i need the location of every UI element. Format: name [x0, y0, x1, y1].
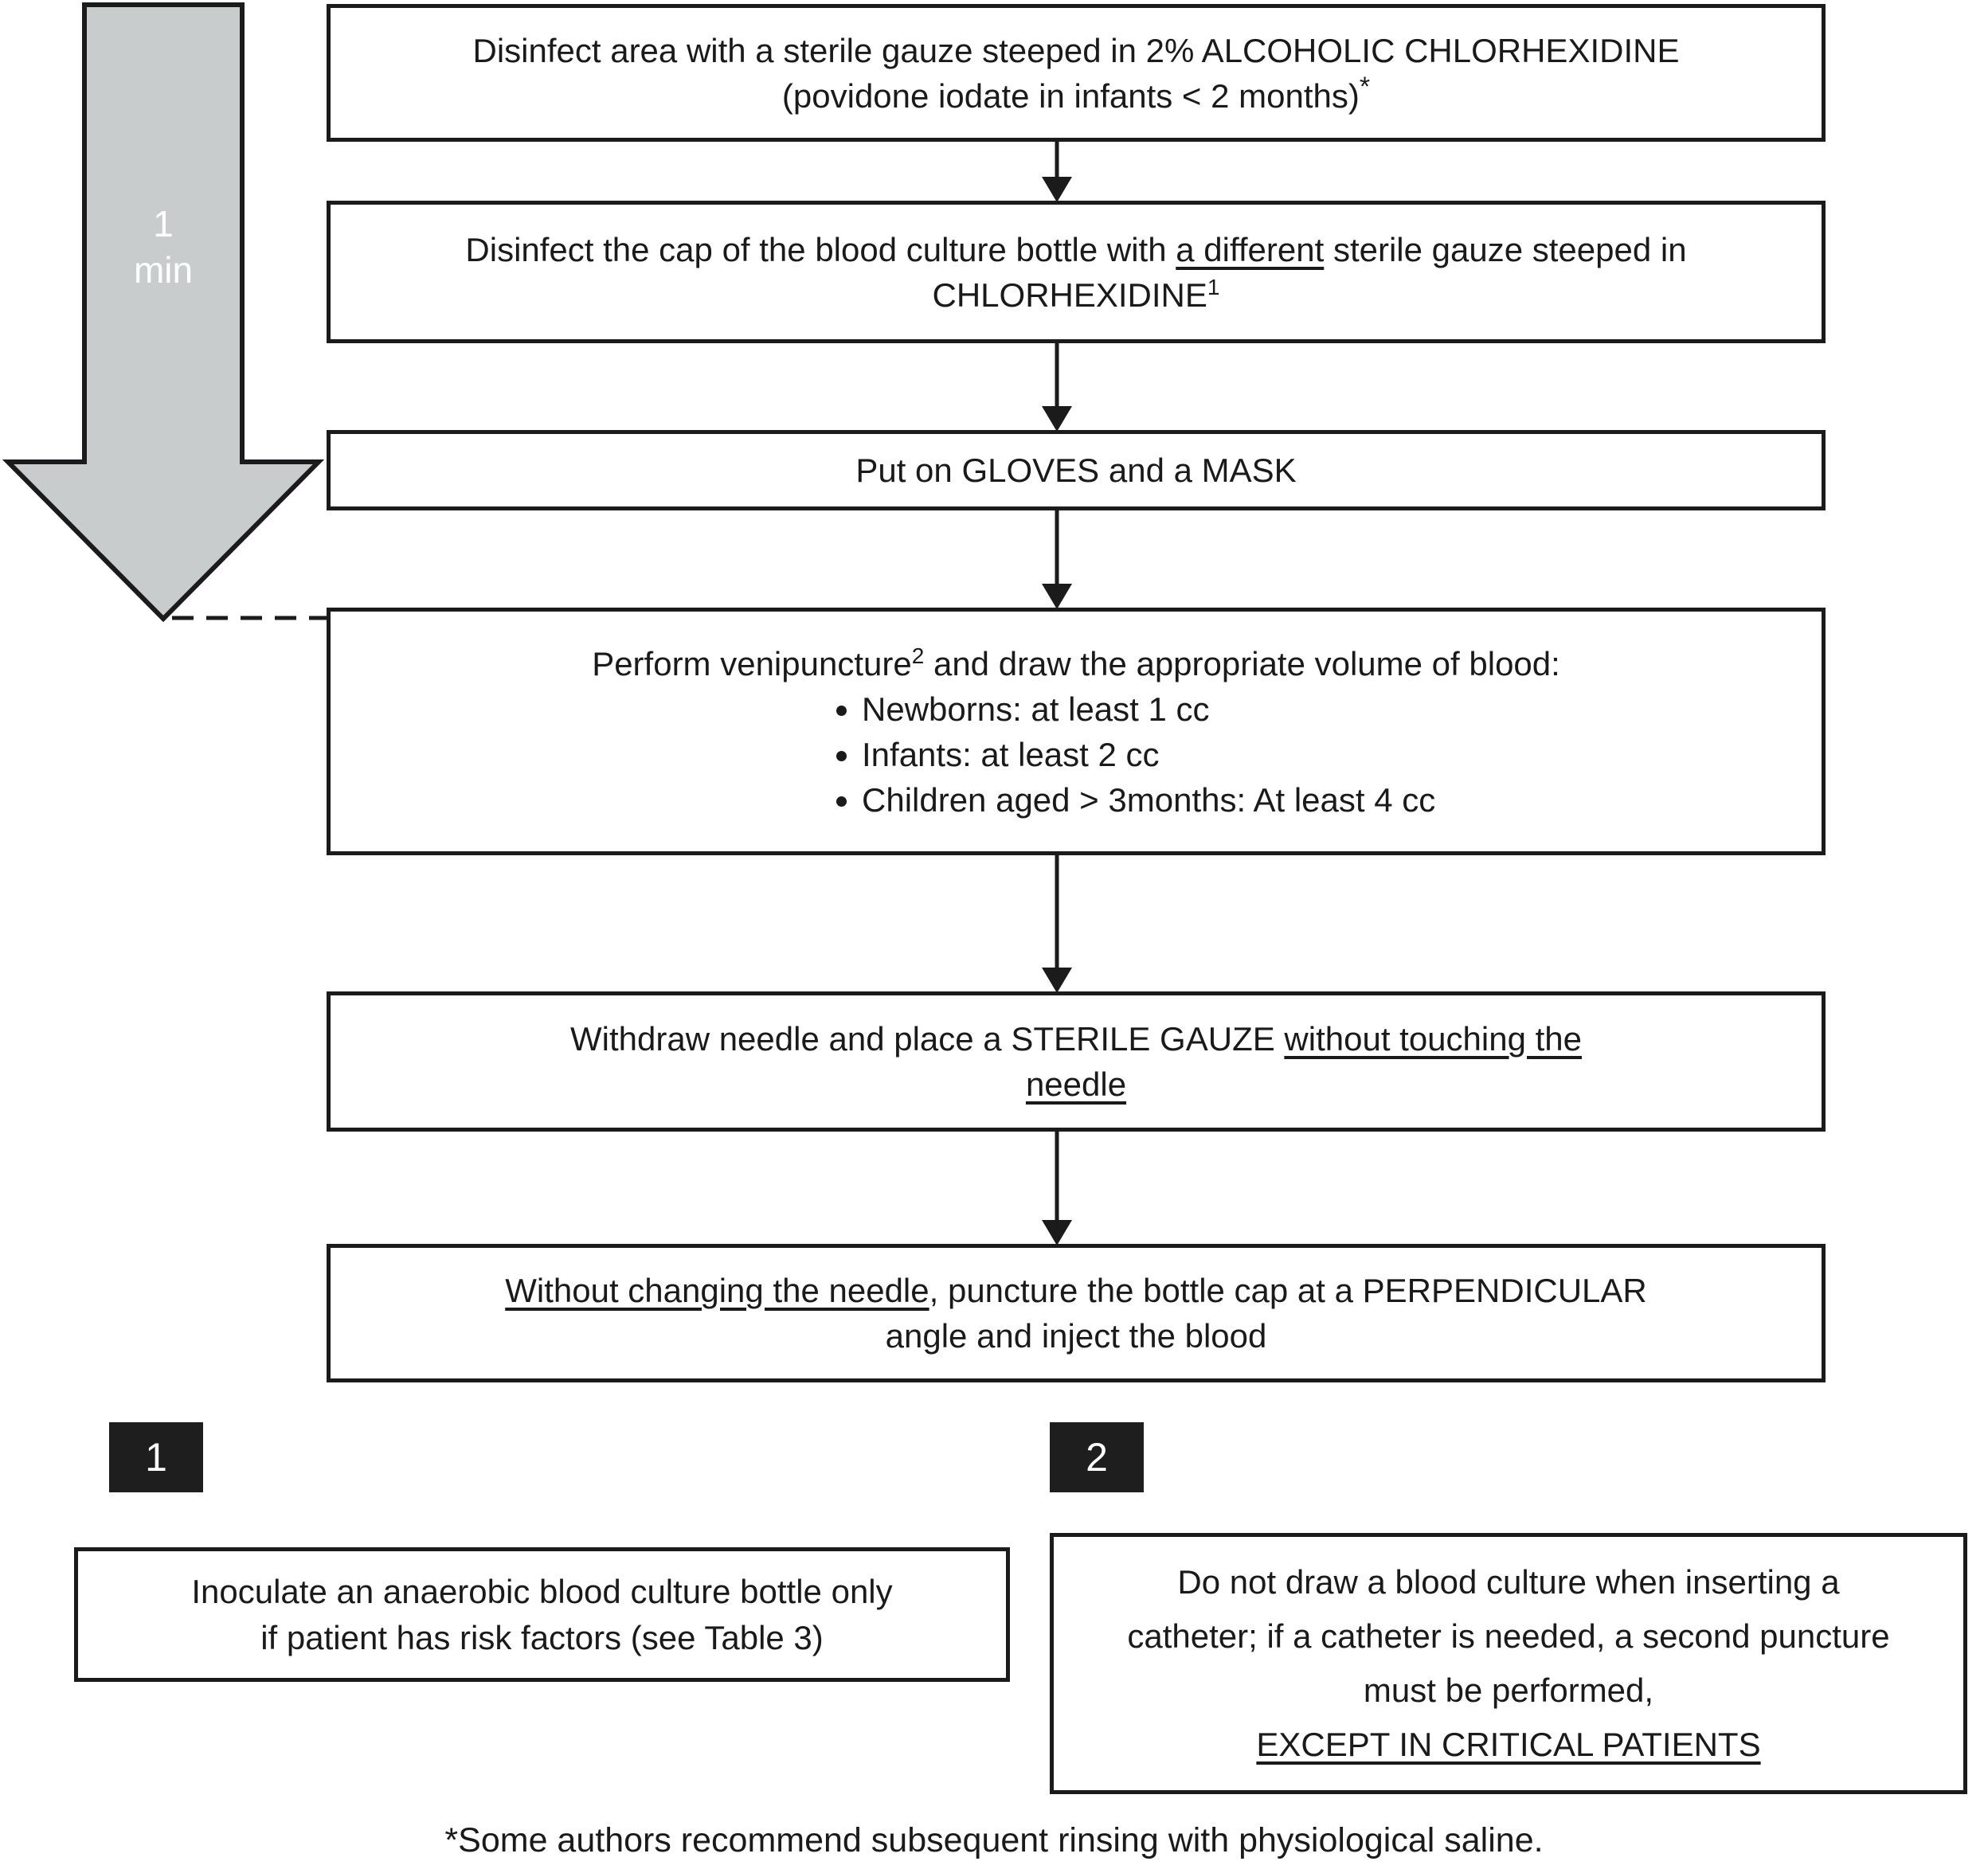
arrow-head: [1042, 584, 1072, 609]
note-box-text: Inoculate an anaerobic blood culture bottle only: [191, 1572, 893, 1610]
arrow-stem: [1055, 510, 1059, 586]
flow-box-disinfect-area: [327, 4, 1826, 142]
flow-box-underlined-text: a different: [1176, 230, 1325, 268]
flow-box-line: [331, 28, 1822, 73]
arrow-head: [1042, 406, 1072, 432]
note-box-text: Do not draw a blood culture when inserting a: [1177, 1563, 1840, 1601]
flow-box-underlined-text: without touching the: [1284, 1020, 1582, 1058]
note-box-text: must be performed,: [1363, 1672, 1654, 1709]
one-minute-timer-arrow-icon: [0, 0, 331, 629]
footnote: [0, 1818, 1988, 1863]
note-box-catheter-warning: [1050, 1533, 1967, 1794]
flow-box-underlined-text: Without changing the needle: [505, 1272, 929, 1309]
note-box-line: [78, 1569, 1006, 1615]
note-box-text: catheter; if a catheter is needed, a second puncture: [1127, 1617, 1890, 1655]
down-arrow-icon: [1042, 342, 1072, 432]
note-1-marker-label: 1: [145, 1435, 167, 1480]
arrow-head: [1042, 177, 1072, 202]
flow-box-text: CHLORHEXIDINE: [932, 276, 1207, 314]
note-box-underlined-text: EXCEPT IN CRITICAL PATIENTS: [1256, 1726, 1761, 1763]
flow-box-line: [331, 272, 1822, 318]
flow-box-withdraw-needle: [327, 991, 1826, 1132]
flow-box-line: [331, 1313, 1822, 1359]
arrow-stem: [1055, 854, 1059, 970]
note-box-anaerobic-bottle: [74, 1547, 1010, 1682]
flow-box-line: [331, 73, 1822, 119]
flow-box-text: (povidone iodate in infants < 2 months): [781, 76, 1360, 115]
arrow-stem: [1055, 1131, 1059, 1222]
footnote-asterisk-superscript: *: [1359, 71, 1371, 102]
note-2-superscript: 2: [911, 643, 925, 668]
down-arrow-icon: [1042, 510, 1072, 609]
footnote-text: Some authors recommend subsequent rinsing with physiological saline.: [458, 1821, 1544, 1859]
flow-box-text: sterile gauze steeped in: [1324, 230, 1687, 268]
timer-duration-label: [84, 201, 242, 293]
down-arrow-icon: [1042, 1131, 1072, 1245]
bullet-item-infants: • Infants: at least 2 cc: [862, 732, 1822, 777]
timer-duration-value: 1: [153, 203, 174, 244]
note-2-marker-label: 2: [1086, 1435, 1108, 1480]
flow-box-line: [331, 448, 1822, 493]
flow-box-underlined-text: needle: [1025, 1065, 1127, 1103]
flow-box-line: [331, 1062, 1822, 1107]
dashed-connector-line: [172, 615, 328, 621]
footnote-asterisk: *: [444, 1821, 459, 1859]
timer-duration-unit: min: [133, 249, 194, 291]
flow-box-gloves-mask: [327, 430, 1826, 510]
arrow-head: [1042, 968, 1072, 993]
blood-volume-bullet-list: [331, 686, 1822, 823]
arrow-stem: [1055, 342, 1059, 409]
flow-box-text: Withdraw needle and place a STERILE GAUZE: [569, 1020, 1285, 1058]
flow-box-text: and draw the appropriate volume of blood:: [924, 644, 1560, 682]
flow-box-text: Disinfect area with a sterile gauze steeped in 2% ALCOHOLIC CHLORHEXIDINE: [472, 31, 1680, 69]
flow-box-text: Perform venipuncture: [592, 644, 912, 682]
flow-box-line: [331, 1016, 1822, 1062]
bullet-item-newborns: • Newborns: at least 1 cc: [862, 686, 1822, 732]
note-2-marker: [1050, 1422, 1144, 1492]
flow-box-text: Put on GLOVES and a MASK: [855, 452, 1297, 489]
flow-box-venipuncture: [327, 608, 1826, 855]
flow-box-text: Disinfect the cap of the blood culture bottle with: [465, 230, 1176, 268]
flow-box-disinfect-cap: [327, 201, 1826, 343]
arrow-head: [1042, 1220, 1072, 1245]
note-1-marker: [109, 1422, 203, 1492]
flow-box-text: angle and inject the blood: [885, 1317, 1267, 1355]
note-box-line: [1054, 1609, 1963, 1664]
flow-box-line: [331, 1268, 1822, 1313]
flow-box-line: [331, 227, 1822, 272]
note-box-line: [1054, 1555, 1963, 1609]
note-1-superscript: 1: [1207, 274, 1220, 299]
bullet-item-children: • Children aged > 3months: At least 4 cc: [862, 777, 1822, 823]
down-arrow-icon: [1042, 854, 1072, 993]
note-box-line: [1054, 1718, 1963, 1772]
note-box-line: [78, 1615, 1006, 1661]
note-box-line: [1054, 1664, 1963, 1718]
flow-box-text: , puncture the bottle cap at a PERPENDICULAR: [929, 1272, 1647, 1309]
note-box-text: if patient has risk factors (see Table 3): [260, 1618, 824, 1656]
flow-box-inject-blood: [327, 1244, 1826, 1382]
arrow-stem: [1055, 141, 1059, 179]
down-arrow-icon: [1042, 141, 1072, 202]
flow-box-line: [331, 641, 1822, 686]
